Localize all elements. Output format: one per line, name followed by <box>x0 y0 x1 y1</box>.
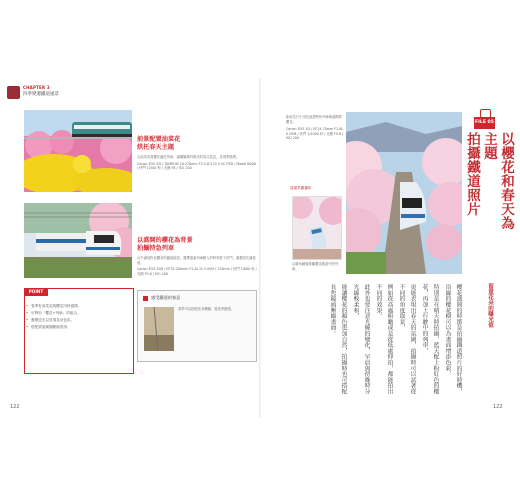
file-tag: FILE 05 <box>474 117 495 129</box>
body-column: 此外也要注意光線的變化，早晨與傍晚時分光線較柔和， <box>352 284 369 395</box>
point-item: • 可利用「櫻花+列車」的組合。 <box>25 310 133 317</box>
body-column: 櫻花盛開的時節是拍攝鐵道照片的好時機，沿線的櫻花樹可以為畫面增添色彩， <box>444 284 461 395</box>
body-column: 特別是在晴天時拍攝，藍天配上粉紅色的櫻花，再加上行駛中的列車， <box>421 284 438 395</box>
body-column: 更能表現出春天的氛圍，拍攝時可以試著從不同的角度取景， <box>398 284 415 395</box>
note-bullet-icon <box>143 296 148 301</box>
body-column: 能讓櫻花的顏色更加自然，拍攝時也可搭配長焦鏡頭壓縮畫面。 <box>329 284 346 395</box>
inset-photo-illustration <box>293 197 341 259</box>
photo1-caption-line1: 前景配置油菜花 <box>137 136 181 143</box>
photo-cherry-tunnel-illustration <box>346 112 462 274</box>
note-title: 感受鐵道的春意 <box>151 295 181 300</box>
photo1-exif: Canon EOS 5D / TAMRON 18-270mm F3.5-6.3 Di II VC PZD / Model B008 / 快門 1/500 秒 / 光圈 F8 / ISO 200 <box>137 161 256 171</box>
photo-express-cherry <box>24 203 132 278</box>
body-column: 例如從高處俯瞰或是從低處仰拍，都能拍出不同的效果。 <box>375 284 392 395</box>
point-item: • 搭配望遠鏡頭壓縮景深。 <box>25 324 133 331</box>
book-gutter <box>259 78 261 418</box>
photo1-text: 以油菜花與櫻花襯托列車，讓構圖兼具明亮的春日氣息，呈現季節感。 <box>137 155 240 159</box>
right-top-caption-block <box>286 115 344 141</box>
photo2-caption-line2: 拍攝特急列車 <box>137 245 175 252</box>
chapter-title: 四季變遷鐵道風景 <box>23 92 59 97</box>
inset-caption: 以廣角鏡頭俯瞰櫻花隧道中的列車。 <box>292 262 339 271</box>
point-list <box>25 303 133 331</box>
note-header <box>143 295 256 301</box>
photo2-caption-block <box>137 237 257 276</box>
photo1-caption-line2: 烘托春天主題 <box>137 144 175 151</box>
photo-cherry-tunnel-train <box>346 112 462 274</box>
note-photo <box>144 307 174 351</box>
point-item: • 避開逆光以呈現花朵色彩。 <box>25 317 133 324</box>
note-text: 春季可以搭配花朵構圖，營造季節感。 <box>178 307 235 311</box>
side-subtitle: 留意花朵的曝光值 <box>487 283 493 328</box>
point-box <box>24 288 134 374</box>
note-box <box>137 290 257 362</box>
inset-label: 遠端景觀攝影 <box>290 186 312 190</box>
title-line1: 以櫻花和春天為主題 <box>481 132 514 230</box>
photo-spring-flowers-train <box>24 110 132 192</box>
right-photo-caption: 新宿急行小田急浪漫特快列車與盛開的櫻花。 <box>286 115 343 124</box>
photo2-caption-line1: 以盛開的櫻花為背景 <box>137 237 193 244</box>
photo-spring-flowers-illustration <box>24 110 132 192</box>
photo-express-illustration <box>24 203 132 278</box>
title-line2: 拍攝鐵道照片 <box>464 132 480 216</box>
chapter-label: CHAPTER 3 <box>23 85 50 90</box>
inset-photo <box>292 196 342 260</box>
chapter-icon <box>7 86 20 99</box>
photo1-caption-block <box>137 136 257 171</box>
right-photo-exif: Canon EOS 5D / EF24-70mm F2.8L II USM / 快門 1/1000 秒 / 光圈 F5.6 / ISO 200 <box>286 127 344 141</box>
point-tag: POINT <box>24 288 48 296</box>
photo2-text: 山中滿是粉色櫻花的鐵道區段，選擇遠處列車駛入的時刻按下快門，讓畫面充滿春意。 <box>137 256 256 265</box>
photo2-exif: Canon EOS 50D / EF70-200mm F2.8L IS II USM / 170mm / 快門 1/800 秒 / 光圈 F5.6 / ISO 200 <box>137 267 257 276</box>
left-page-number: 122 <box>10 404 20 410</box>
point-item: • 春季有油菜花與櫻花同時盛開。 <box>25 303 133 310</box>
right-page-number: 122 <box>493 404 503 410</box>
